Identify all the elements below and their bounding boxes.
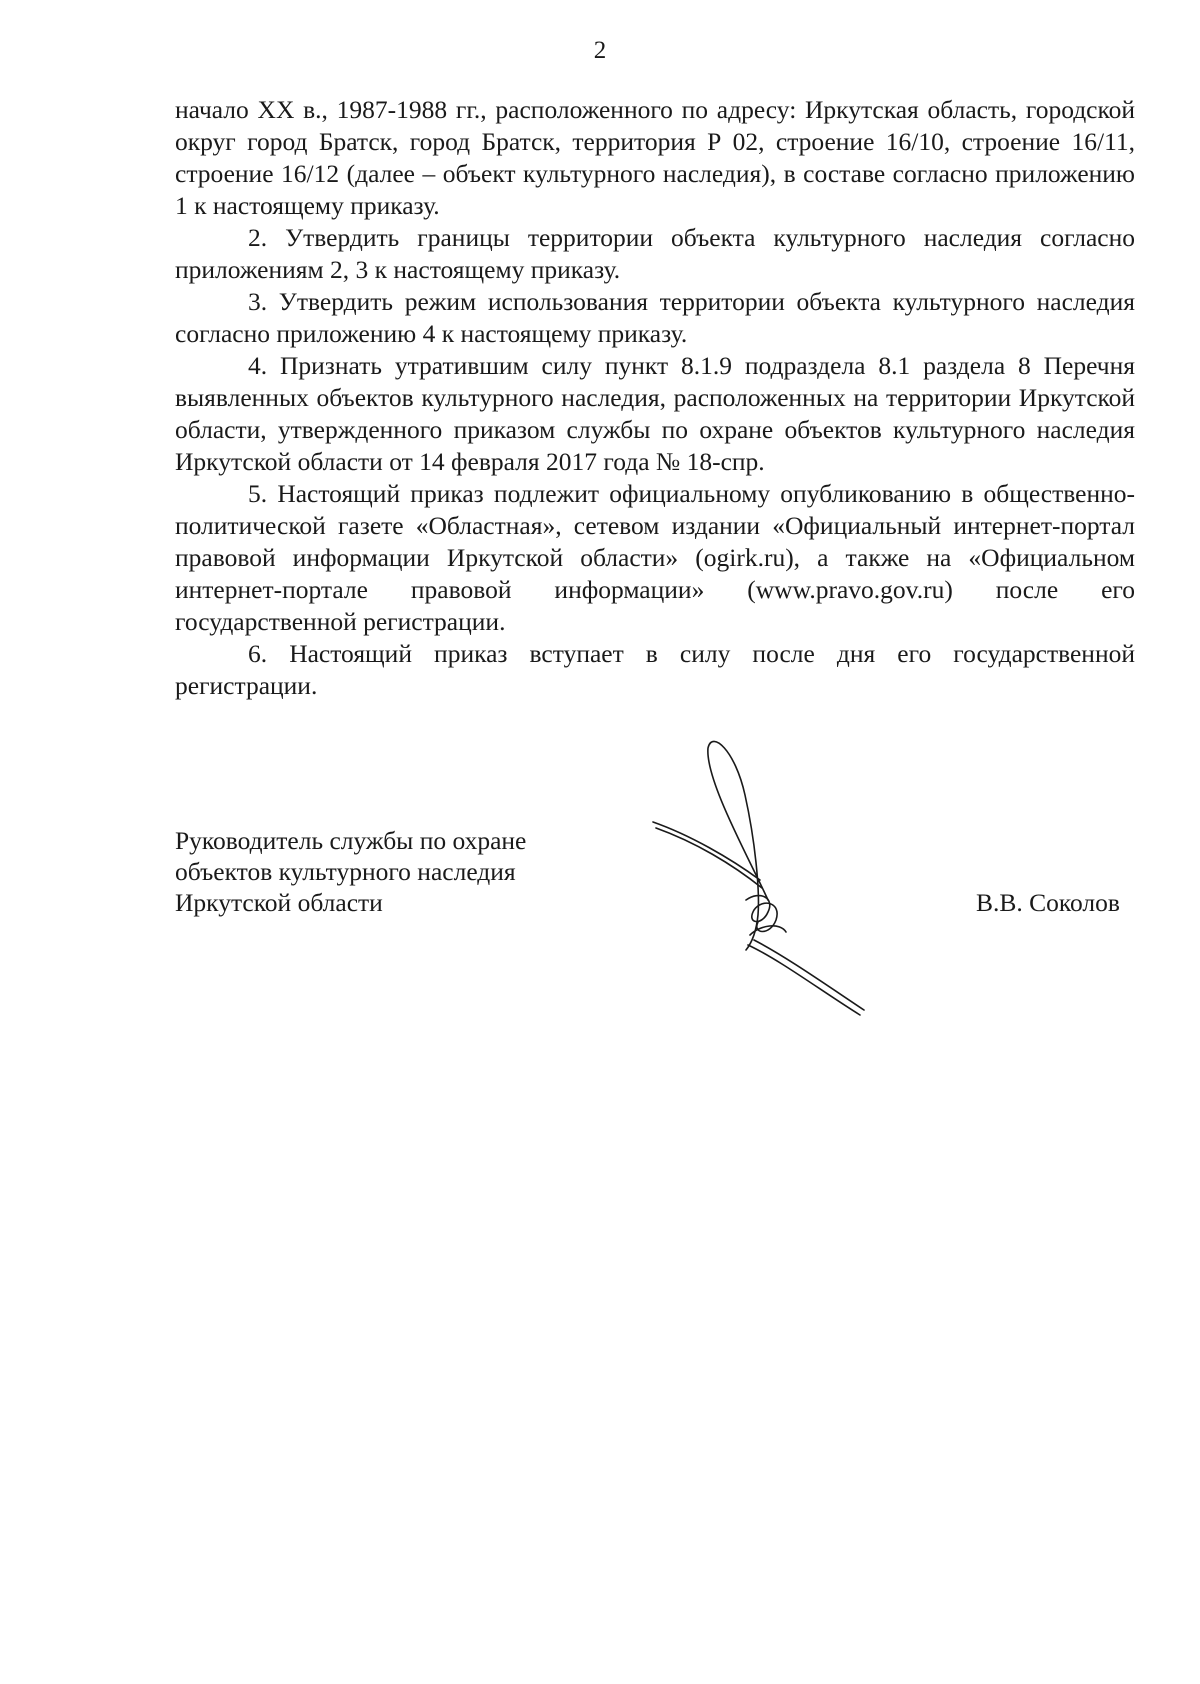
page-number: 2	[593, 37, 607, 64]
signer-position	[175, 825, 575, 918]
signer-name: В.В. Соколов	[976, 888, 1120, 917]
handwritten-signature	[650, 740, 950, 1020]
document-body	[175, 94, 1135, 702]
paragraph-item-5: 5. Настоящий приказ подлежит официальному опубликованию в общественно-политической газете «Областная», сетевом издании «Официальный интернет-портал правовой информации Иркутской области» (ogirk.ru), а также на «Официальном интернет-портале правовой информации» (www.pravo.gov.ru) после его государственной регистрации.	[175, 479, 1135, 636]
signer-position-line: Руководитель службы по охране	[175, 826, 527, 855]
paragraph-item-2: 2. Утвердить границы территории объекта культурного наследия согласно приложениям 2, 3 к настоящему приказу.	[175, 223, 1135, 284]
signer-position-line: объектов культурного наследия	[175, 857, 516, 886]
paragraph-item-4: 4. Признать утратившим силу пункт 8.1.9 подраздела 8.1 раздела 8 Перечня выявленных объектов культурного наследия, расположенных на территории Иркутской области, утвержденного приказом службы по охране объектов культурного наследия Иркутской области от 14 февраля 2017 года № 18-спр.	[175, 351, 1135, 476]
paragraph-item-6: 6. Настоящий приказ вступает в силу после дня его государственной регистрации.	[175, 639, 1135, 700]
paragraph-continuation: начало XX в., 1987-1988 гг., расположенного по адресу: Иркутская область, городской округ город Братск, город Братск, территория Р 02, строение 16/10, строение 16/11, строение 16/12 (далее – объект культурного наследия), в составе согласно приложению 1 к настоящему приказу.	[175, 95, 1135, 220]
paragraph-item-3: 3. Утвердить режим использования территории объекта культурного наследия согласно приложению 4 к настоящему приказу.	[175, 287, 1135, 348]
signer-position-line: Иркутской области	[175, 888, 383, 917]
